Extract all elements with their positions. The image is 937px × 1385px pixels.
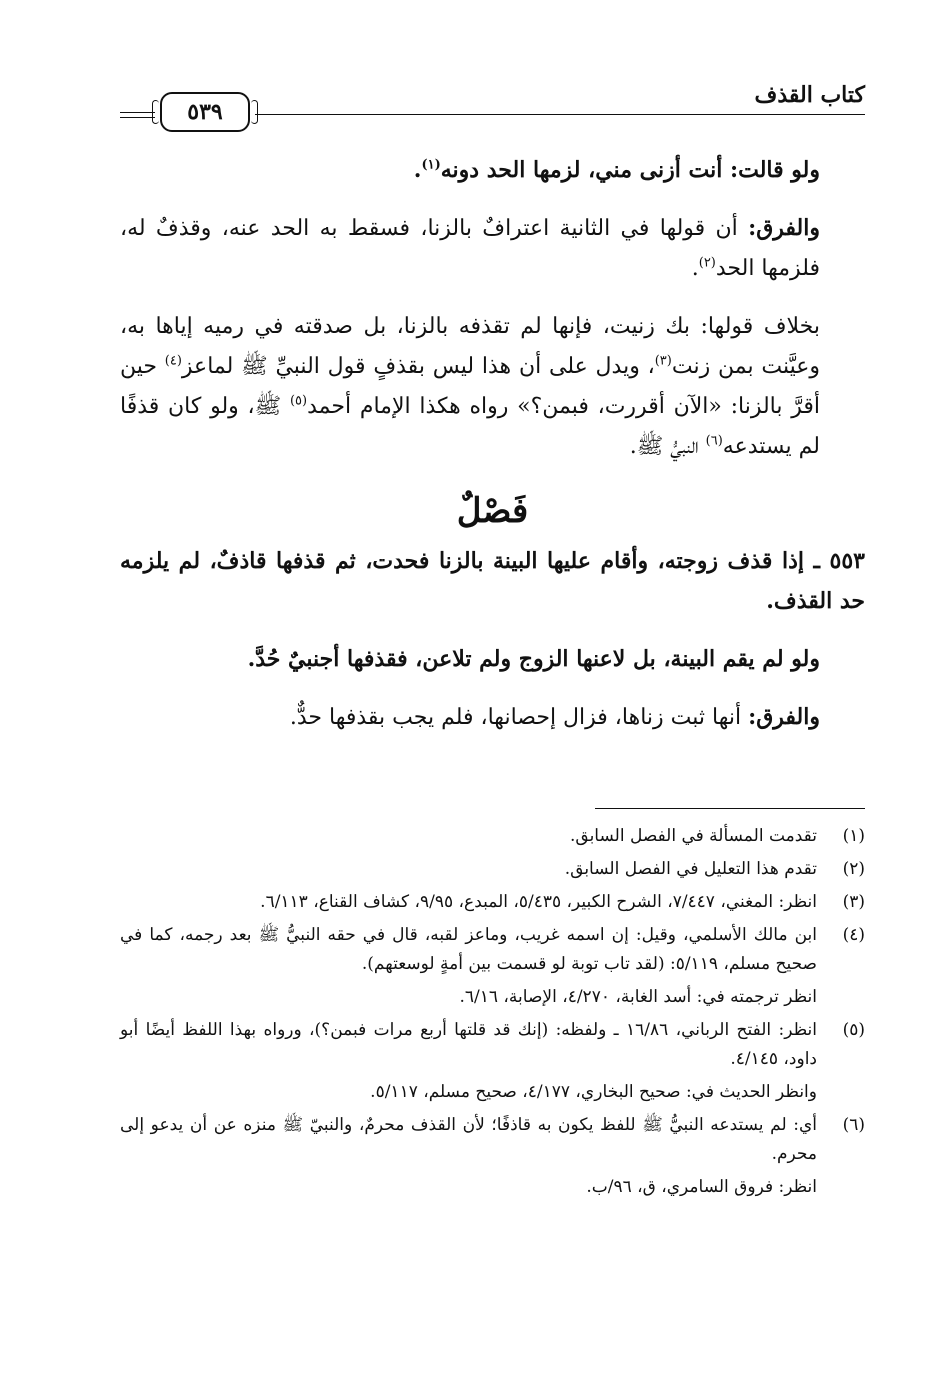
footnotes (120, 822, 865, 1206)
running-title: كتاب القذف (754, 82, 865, 108)
footnote-text: تقدم هذا التعليل في الفصل السابق. (564, 859, 817, 879)
footnote-item (120, 888, 865, 917)
header-rule-left-top (120, 112, 155, 113)
footnote-ref-1: (١) (421, 157, 441, 173)
difference-label-2: والفرق: (748, 704, 820, 730)
page-number-text: ٥٣٩ (187, 99, 223, 125)
footnote-item (120, 1111, 865, 1169)
paragraph-4: ولو لم يقم البينة، بل لاعنها الزوج ولم تلاعن، فقذفها أجنبيٌ حُدَّ. (247, 646, 820, 672)
paragraph-3-part-d: ﷺ، ولو كان قذفًا لم يستدعه (120, 394, 820, 459)
footnote-item (120, 855, 865, 884)
paragraph-1-text: ولو قالت: أنت أزنى مني، لزمها الحد دونه (440, 157, 820, 183)
footnote-item (120, 822, 865, 851)
footnote-ref-4: (٤) (164, 353, 182, 369)
footnote-ref-2: (٢) (698, 255, 716, 271)
footnote-subline: وانظر الحديث في: صحيح البخاري، ٤/١٧٧، صحيح مسلم، ٥/١١٧. (370, 1082, 817, 1102)
paragraph-1 (120, 150, 865, 190)
page-number (160, 92, 250, 132)
main-text (120, 150, 865, 756)
footnote-ref-5: (٥) (289, 393, 308, 409)
issue-number: ٥٥٣ (829, 548, 865, 574)
footnote-text: انظر: الفتح الرباني، ١٦/٨٦ ـ ولفظه: (إنك قد قلتها أربع مرات فبمن؟)، ورواه بهذا اللفظ أيضًا أبو داود، ٤/١٤٥. (120, 1020, 817, 1069)
footnote-subline: انظر: فروق السامري، ق، ٩٦/ب. (586, 1177, 817, 1197)
issue-text: إذا قذف زوجته، وأقام عليها البينة بالزنا فحدت، ثم قذفها قاذفٌ، لم يلزمه حد القذف. (120, 548, 865, 614)
footnote-text: انظر: المغني، ٧/٤٤٧، الشرح الكبير، ٥/٤٣٥، المبدع، ٩/٩٥، كشاف القناع، ٦/١١٣. (260, 892, 817, 912)
paragraph-3-part-c: حين أقرَّ بالزنا: «الآن أقررت، فبمن؟» رواه هكذا الإمام أحمد (120, 354, 820, 419)
footnote-number: (٤) (842, 925, 865, 945)
footnote-subline: انظر ترجمته في: أسد الغابة، ٤/٢٧٠، الإصابة، ٦/١٦. (459, 987, 817, 1007)
issue-553 (120, 541, 865, 621)
footnote-ref-6: (٦) (705, 433, 723, 449)
paragraph-5-text: أنها ثبت زناها، فزال إحصانها، فلم يجب بقذفها حدٌّ. (289, 705, 742, 730)
paragraph-5 (120, 697, 865, 738)
footnote-ref-3: (٣) (654, 353, 672, 369)
footnote-item (120, 921, 865, 979)
footnote-number: (٦) (842, 1115, 865, 1135)
section-heading: فَصْلٌ (456, 491, 529, 531)
footnote-number: (٥) (842, 1020, 865, 1040)
difference-label: والفرق: (748, 215, 820, 241)
page-header (120, 70, 865, 140)
paragraph-3-part-e: النبيُّ ﷺ. (629, 434, 706, 459)
footnote-text: أي: لم يستدعه النبيُّ ﷺ للفظ يكون به قاذفًا؛ لأن القذف محرمٌ، والنبيّ ﷺ منزه عن أن يدعو إلى محرم. (120, 1115, 817, 1164)
paragraph-2-end: . (691, 256, 699, 281)
footnote-number: (٣) (842, 892, 865, 912)
paragraph-3-part-b: ، ويدل على أن هذا ليس بقذفٍ قول النبيِّ ﷺ لماعز (181, 354, 655, 379)
footnote-number: (١) (842, 826, 865, 846)
paragraph-3 (120, 307, 865, 467)
footnote-separator (595, 808, 865, 809)
paragraph-3-part-a: بخلاف قولها: بك زنيت، فإنها لم تقذفه بالزنا، بل صدقته في رميه إياها به، وعيَّنت بمن زنت (120, 314, 820, 379)
footnote-item (120, 1016, 865, 1074)
footnote-number: (٢) (842, 859, 865, 879)
issue-dash: ـ (804, 548, 830, 574)
paragraph-2 (120, 208, 865, 289)
footnote-text: تقدمت المسألة في الفصل السابق. (569, 826, 817, 846)
header-rule (255, 114, 865, 115)
footnote-text: ابن مالك الأسلمي، وقيل: إن اسمه غريب، وماعز لقبه، قال في حقه النبيُّ ﷺ بعد رجمه، كما في صحيح مسلم، ٥/١١٩: (لقد تاب توبة لو قسمت بين أمةٍ لوسعتهم). (120, 925, 817, 974)
paragraph-2-text: أن قولها في الثانية اعترافٌ بالزنا، فسقط به الحد عنه، وقذفٌ له، فلزمها الحد (120, 216, 820, 281)
header-rule-left-bottom (120, 117, 155, 118)
paragraph-1-end: . (413, 157, 422, 183)
